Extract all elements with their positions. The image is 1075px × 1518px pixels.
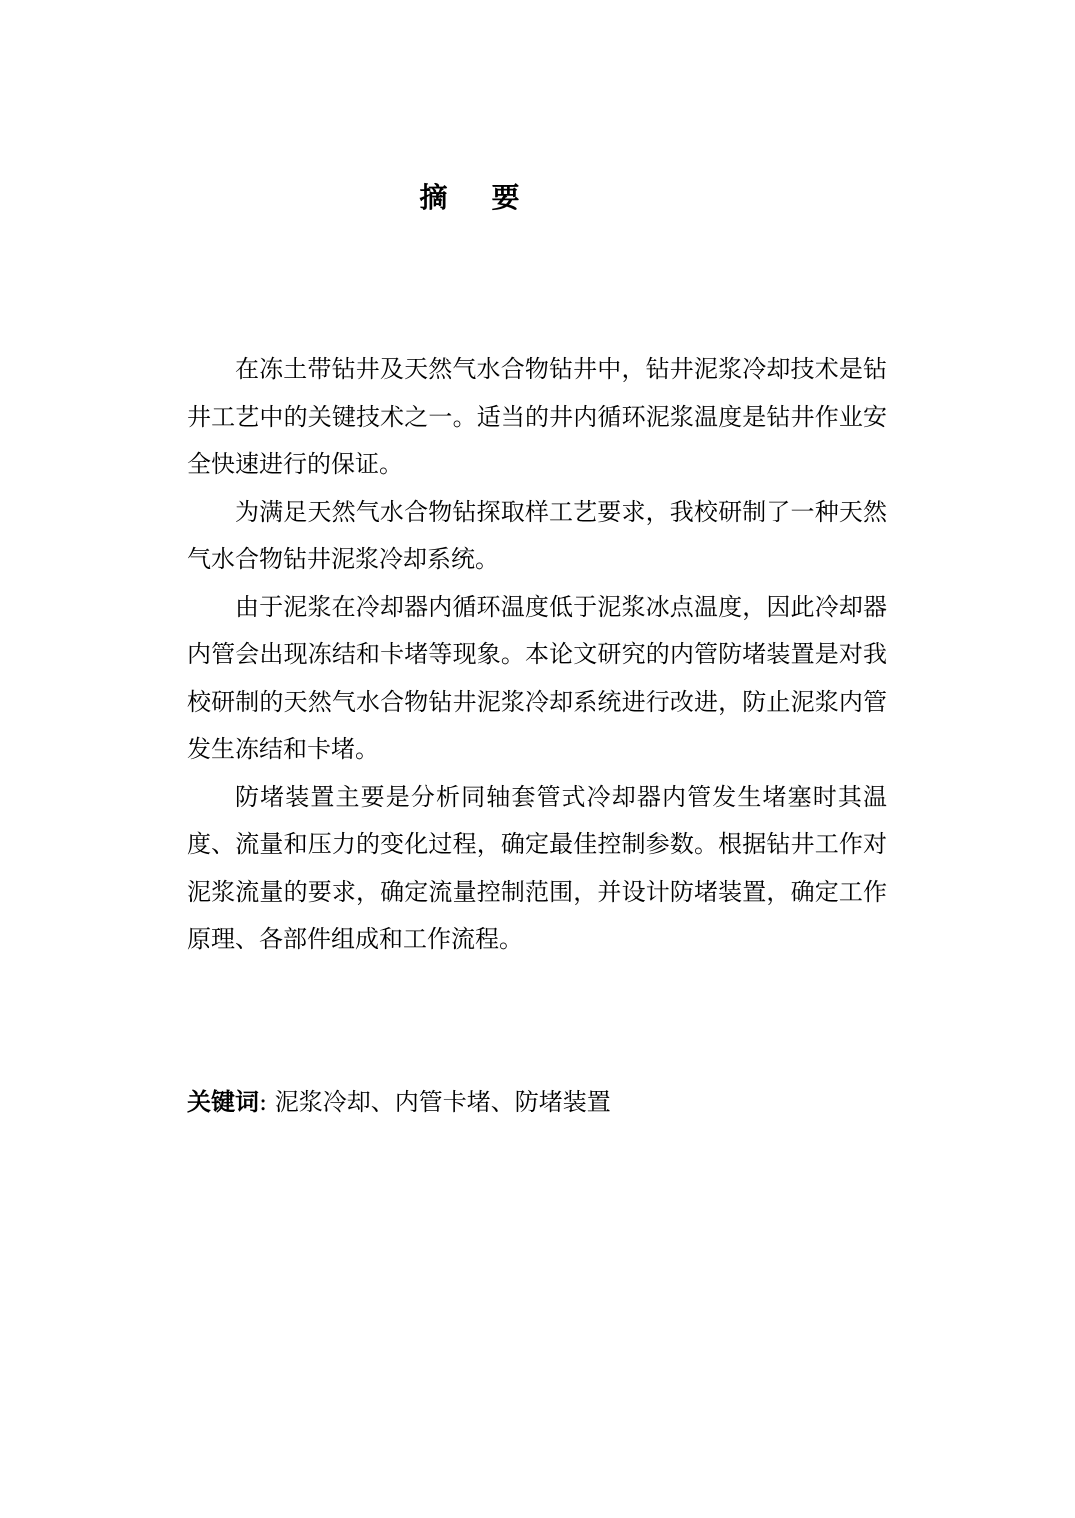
abstract-paragraph: 由于泥浆在冷却器内循环温度低于泥浆冰点温度，因此冷却器内管会出现冻结和卡堵等现象。本论文研究的内管防堵装置是对我校研制的天然气水合物钻井泥浆冷却系统进行改进，防止泥浆内管发生冻结和卡堵。 xyxy=(187,592,887,763)
abstract-body xyxy=(187,346,887,964)
abstract-paragraph: 为满足天然气水合物钻探取样工艺要求，我校研制了一种天然气水合物钻井泥浆冷却系统。 xyxy=(187,497,887,573)
abstract-paragraph: 在冻土带钻井及天然气水合物钻井中，钻井泥浆冷却技术是钻井工艺中的关键技术之一。适当的井内循环泥浆温度是钻井作业安全快速进行的保证。 xyxy=(187,355,887,478)
keywords-separator: : xyxy=(259,1088,275,1116)
keywords-label: 关键词 xyxy=(187,1088,259,1116)
page-title: 摘 要 xyxy=(419,181,521,214)
keywords-line xyxy=(187,1085,887,1119)
abstract-paragraph: 防堵装置主要是分析同轴套管式冷却器内管发生堵塞时其温度、流量和压力的变化过程，确定最佳控制参数。根据钻井工作对泥浆流量的要求，确定流量控制范围，并设计防堵装置，确定工作原理、各部件组成和工作流程。 xyxy=(187,782,887,953)
keywords-value: 泥浆冷却、内管卡堵、防堵装置 xyxy=(274,1088,611,1116)
